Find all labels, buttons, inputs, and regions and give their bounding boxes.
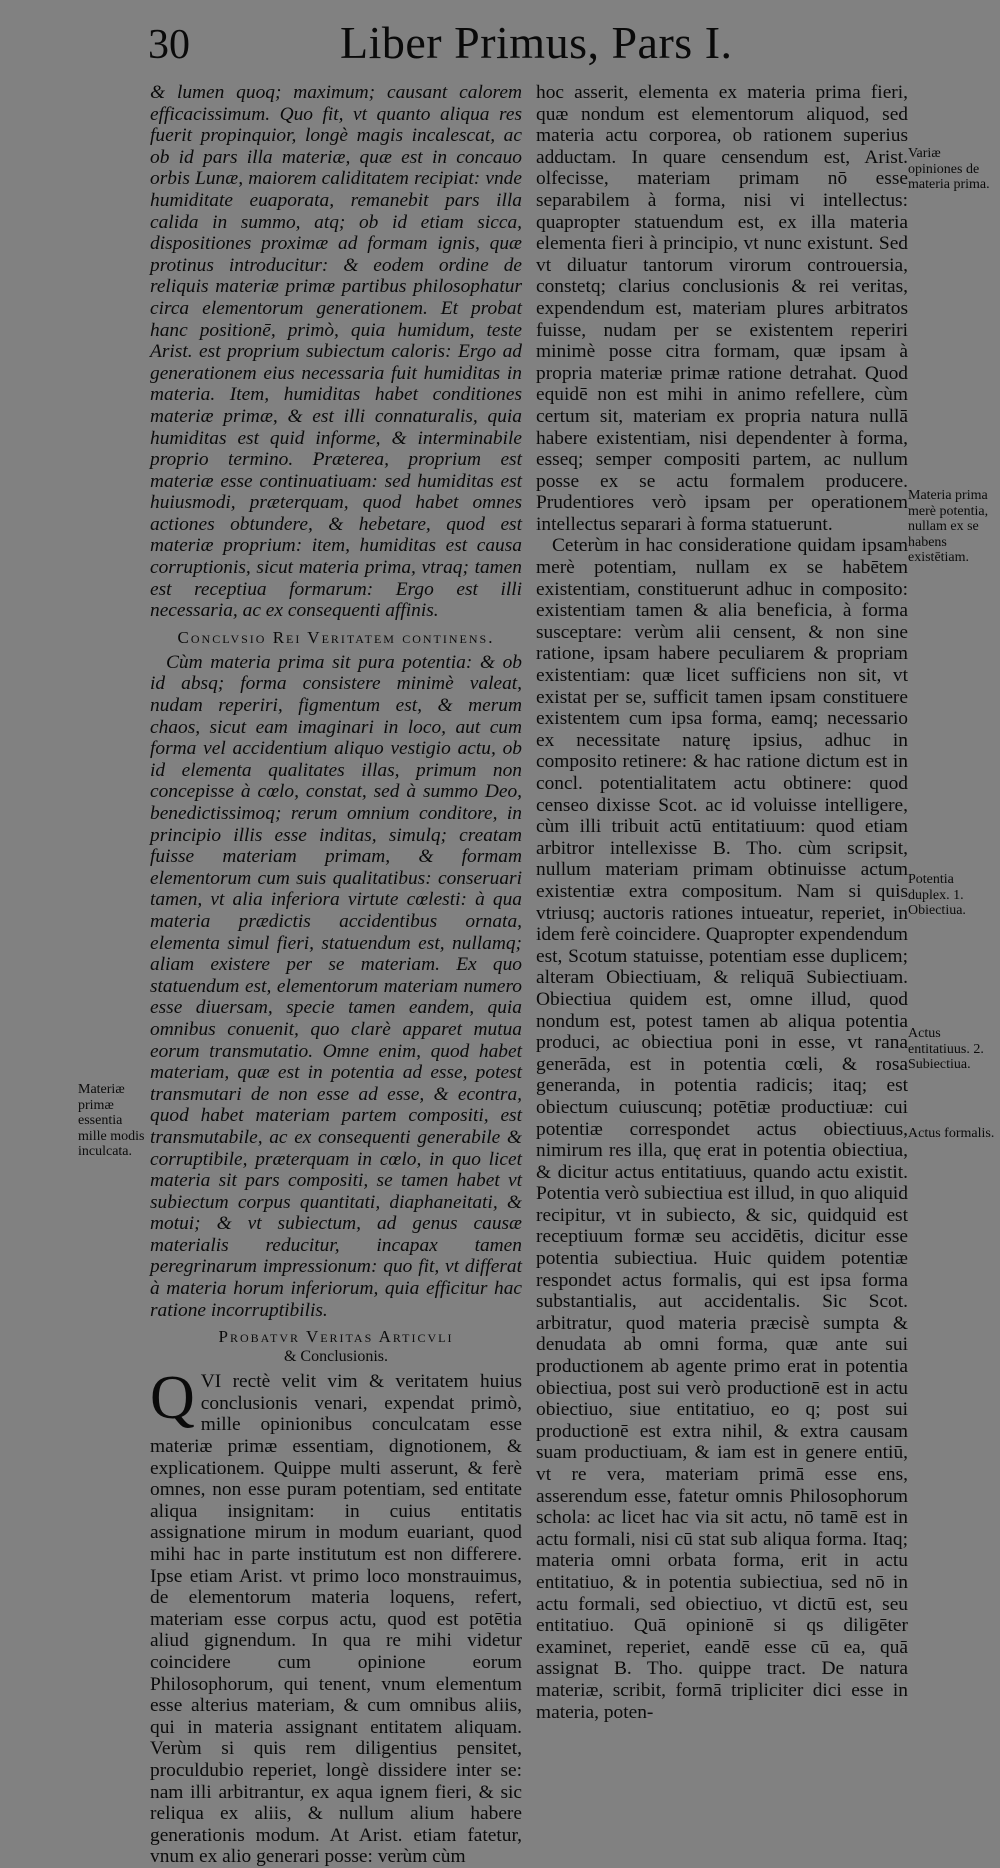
proof-heading [150, 1327, 522, 1367]
margin-note-right-1: Variæ opiniones de materia prima. [908, 146, 990, 192]
drop-cap: Q [150, 1364, 195, 1433]
left-paragraph-2: Cùm materia prima sit pura potentia: & ob id absq; forma consistere minimè valeat, nudam reperiri, figmentum est, & merum chaos, sicut eam imaginari in loco, aut cum forma vel accidentium aliquo vestigio actu, ob id elementa qualitates illas, primum non concepisse à cœlo, constat, sed à summo Deo, benedictissimoq; rerum omnium conditore, in principio illis esse inditas, simulq; creatam fuisse materiam primam, & formam elementorum cum suis qualitatibus: conseruari tamen, vt alia inferiora virtute cœlesti: à qua materia prædictis accidentibus ornata, elementa simul fieri, statuendum est, nullamq; aliam existere per se materiam. Ex quo statuendum est, elementorum materiam numero esse diuersam, specie tamen eandem, quia omnibus conuenit, quo clarè apparet mutua eorum transmutatio. Omne enim, quod habet materiam, quæ est in potentia ad esse, potest transmutari de non esse ad esse, & econtra, quod habet materiam partem compositi, est transmutabile, ac ex consequenti generabile & corruptibile, præterquam in cœlo, in quo licet materia sit pars compositi, se tamen habet vt subiectum corpus quantitati, diaphaneitati, & motui; & vt subiectum, ad genus causæ materialis reducitur, incapax tamen peregrinarum impressionum: quo fit, vt differat à materia horum inferiorum, quia efficitur hac ratione incorruptibilis. [150, 651, 522, 1321]
margin-note-right-3: Potentia duplex. 1. Obiectiua. [908, 872, 966, 918]
conclusion-heading: Conclvsio Rei Veritatem continens. [177, 627, 495, 647]
proof-heading-title: Probatvr Veritas Articvli [218, 1327, 454, 1347]
margin-note-right-5: Actus formalis. [908, 1126, 995, 1141]
left-paragraph-3 [150, 1364, 522, 1868]
margin-note-right-4: Actus entitatiuus. 2. Subiectiua. [908, 1026, 984, 1072]
left-paragraph-1: & lumen quoq; maximum; causant calorem efficacissimum. Quo fit, vt quanto aliqua res fuerit propinquior, longè magis incalescat, ac ob id pars illa materiæ, quæ est in concauo orbis Lunæ, maiorem caliditatem recipiat: vnde humiditate euaporata, remanebit pars illa calida in summo, atq; ob id etiam sicca, dispositiones proximæ ad formam ignis, quæ protinus introducitur: & eodem ordine de reliquis materiæ primæ partibus philosophatur circa elementorum generationem. Et probat hanc positionē, primò, quia humidum, teste Arist. est proprium subiectum caloris: Ergo ad generationem eius necessaria fuit humiditas in materia. Item, humiditas habet conditiones materiæ primæ, & est illi connaturalis, quia humiditas est quid informe, & interminabile proprio termino. Præterea, proprium est materiæ esse continuatiuam: sed humiditas est huiusmodi, præterquam, quod habet omnes actiones obtundere, & hebetare, quod est materiæ proprium: item, humiditas est causa corruptionis, sicut materia prima, vtraq; tamen est receptiua formarum: Ergo est illi necessaria, ac ex consequenti affinis. [150, 82, 522, 622]
proof-heading-subtitle: & Conclusionis. [283, 1348, 388, 1366]
running-head: Liber Primus, Pars I. [340, 17, 733, 68]
margin-note-left: Materiæ primæ essentia mille modis inculcata. [78, 1082, 145, 1159]
left-text-column [150, 82, 522, 1868]
right-text-column [536, 82, 908, 1723]
margin-note-right-2: Materia prima merè potentia, nullam ex se habens existētiam. [908, 488, 989, 565]
left-paragraph-3-text: VI rectè velit vim & veritatem huius conclusionis venari, expendat primò, mille opinionibus conculcatam esse materiæ primæ essentiam, dignotionem, & explicationem. Quippe multi asserunt, & ferè omnes, non esse puram potentiam, sed entitate aliqua insignitam: in cuius entitatis assignatione mirum in modum euariant, quod mihi hac in parte institutum est non differere. Ipse etiam Arist. vt primo loco monstrauimus, de elementorum materia loquens, refert, materiam esse corpus actu, quod est potētia aliud gignendum. In qua re mihi videtur coincidere cum opinione eorum Philosophorum, qui tenent, vnum elementum esse alterius materiam, & cum omnibus aliis, qui in materia assignant entitatem aliquam. Verùm si quis rem diligentius pensitet, proculdubio reperiet, longè dissidere inter se: nam illi arbitrantur, ex aqua ignem fieri, & sic reliqua ex aliis, & nullum alium habere generationis modum. At Arist. etiam fatetur, vnum ex alio generari posse: verùm cùm [150, 1371, 522, 1868]
right-paragraph-2: Ceterùm in hac consideratione quidam ipsam merè potentiam, nullam ex se habētem existentiam, constituerunt adhuc in composito: existentiam tamen & alia beneficia, à forma susceptare: verùm alii censent, & non sine ratione, ipsam habere peculiarem & propriam existentiam: quæ licet sufficiens non sit, vt existat per se, sufficit tamen ipsam constituere existentem cum ipsa forma, eamq; necessario ex necessitate naturę ipsius, adhuc in composito retinere: & hac ratione dictum est in concl. potentialitatem actu obtinere: quod censeo dixisse Scot. ac id voluisse intelligere, cùm illi tribuit actū entitatiuum: quod etiam arbitror intellexisse B. Tho. cùm scripsit, nullum materiam primam obtinuisse actum existentiæ extra compositum. Nam si quis vtriusq; auctoris rationes intueatur, reperiet, in idem ferè coincidere. Quapropter expendendum est, Scotum statuisse, potentiam esse duplicem; alteram Obiectiuam, & reliquā Subiectiuam. Obiectiua quidem est, omne illud, quod nondum est, potest tamen ab aliqua potentia produci, ac obiectiua poni in esse, vt rana generāda, est in potentia cœli, & rosa generanda, in potentia radicis; itaq; est obiectum cuiuscunq; potētiæ productiuæ: cui potentiæ correspondet actus obiectiuus, nimirum res illa, quę erat in potentia obiectiua, & dicitur actus entitatiuus, quando actu existit. Potentia verò subiectiua est illud, in quo aliquid recipitur, vt in subiecto, & sic, quidquid est receptiuum formæ seu accidētis, dicitur esse potentia subiectiua. Huic quidem potentiæ respondet actus formalis, qui est ipsa forma substantialis, aut accidentalis. Sic Scot. arbitratur, quod materia præcisè sumpta & denudata ab omni forma, quæ ante sui productionem ab agente primo erat in potentia obiectiua, post sui verò productionē est in actu obiectiuo, siue entitatiuo, eo q; post sui productionē est extra nihil, & extra causam suam productiuam, & iam est in genere entiū, vt re vera, materiam primā esse ens, asserendum esse, fatetur omnis Philosophorum schola: ac licet hac via sit actu, nō tamē est in actu formali, nisi cū stat sub aliqua forma. Itaq; materia omni orbata forma, erit in actu entitatiuo, & in potentia subiectiua, sed nō in actu formali, sed obiectiuo, vt dictū est, seu entitatiuo. Quā opinionē si qs diligēter examinet, reperiet, eandē esse cū ea, quā assignat B. Tho. quippe tract. De natura materiæ, scribit, formā tripliciter dici esse in materia, poten- [536, 535, 908, 1723]
right-paragraph-1: hoc asserit, elementa ex materia prima fieri, quæ nondum est elementorum aliquod, sed materia actu corporea, ob rationem superius adductam. In quare censendum est, Arist. olfecisse, materiam primam nō esse separabilem à forma, nisi vi intellectus: quapropter statuendum est, ex illa materia elementa fieri à principio, vt nunc existunt. Sed vt diluatur tantorum virorum controuersia, constetq; clarius conclusionis & rei veritas, expendendum est, materiam plures arbitratos fuisse, nudam per se existentem reperiri minimè posse citra formam, quæ ipsam à propria materiæ primæ ratione detrahat. Quod equidē non est mihi in animo refellere, cùm certum sit, materiam ex propria natura nullā habere existentiam, nisi dependenter à forma, esseq; semper compositi partem, ac nullum posse ex se actu formalem producere. Prudentiores verò ipsam per operationem intellectus separari à forma statuerunt. [536, 82, 908, 535]
page-number: 30 [148, 22, 190, 68]
